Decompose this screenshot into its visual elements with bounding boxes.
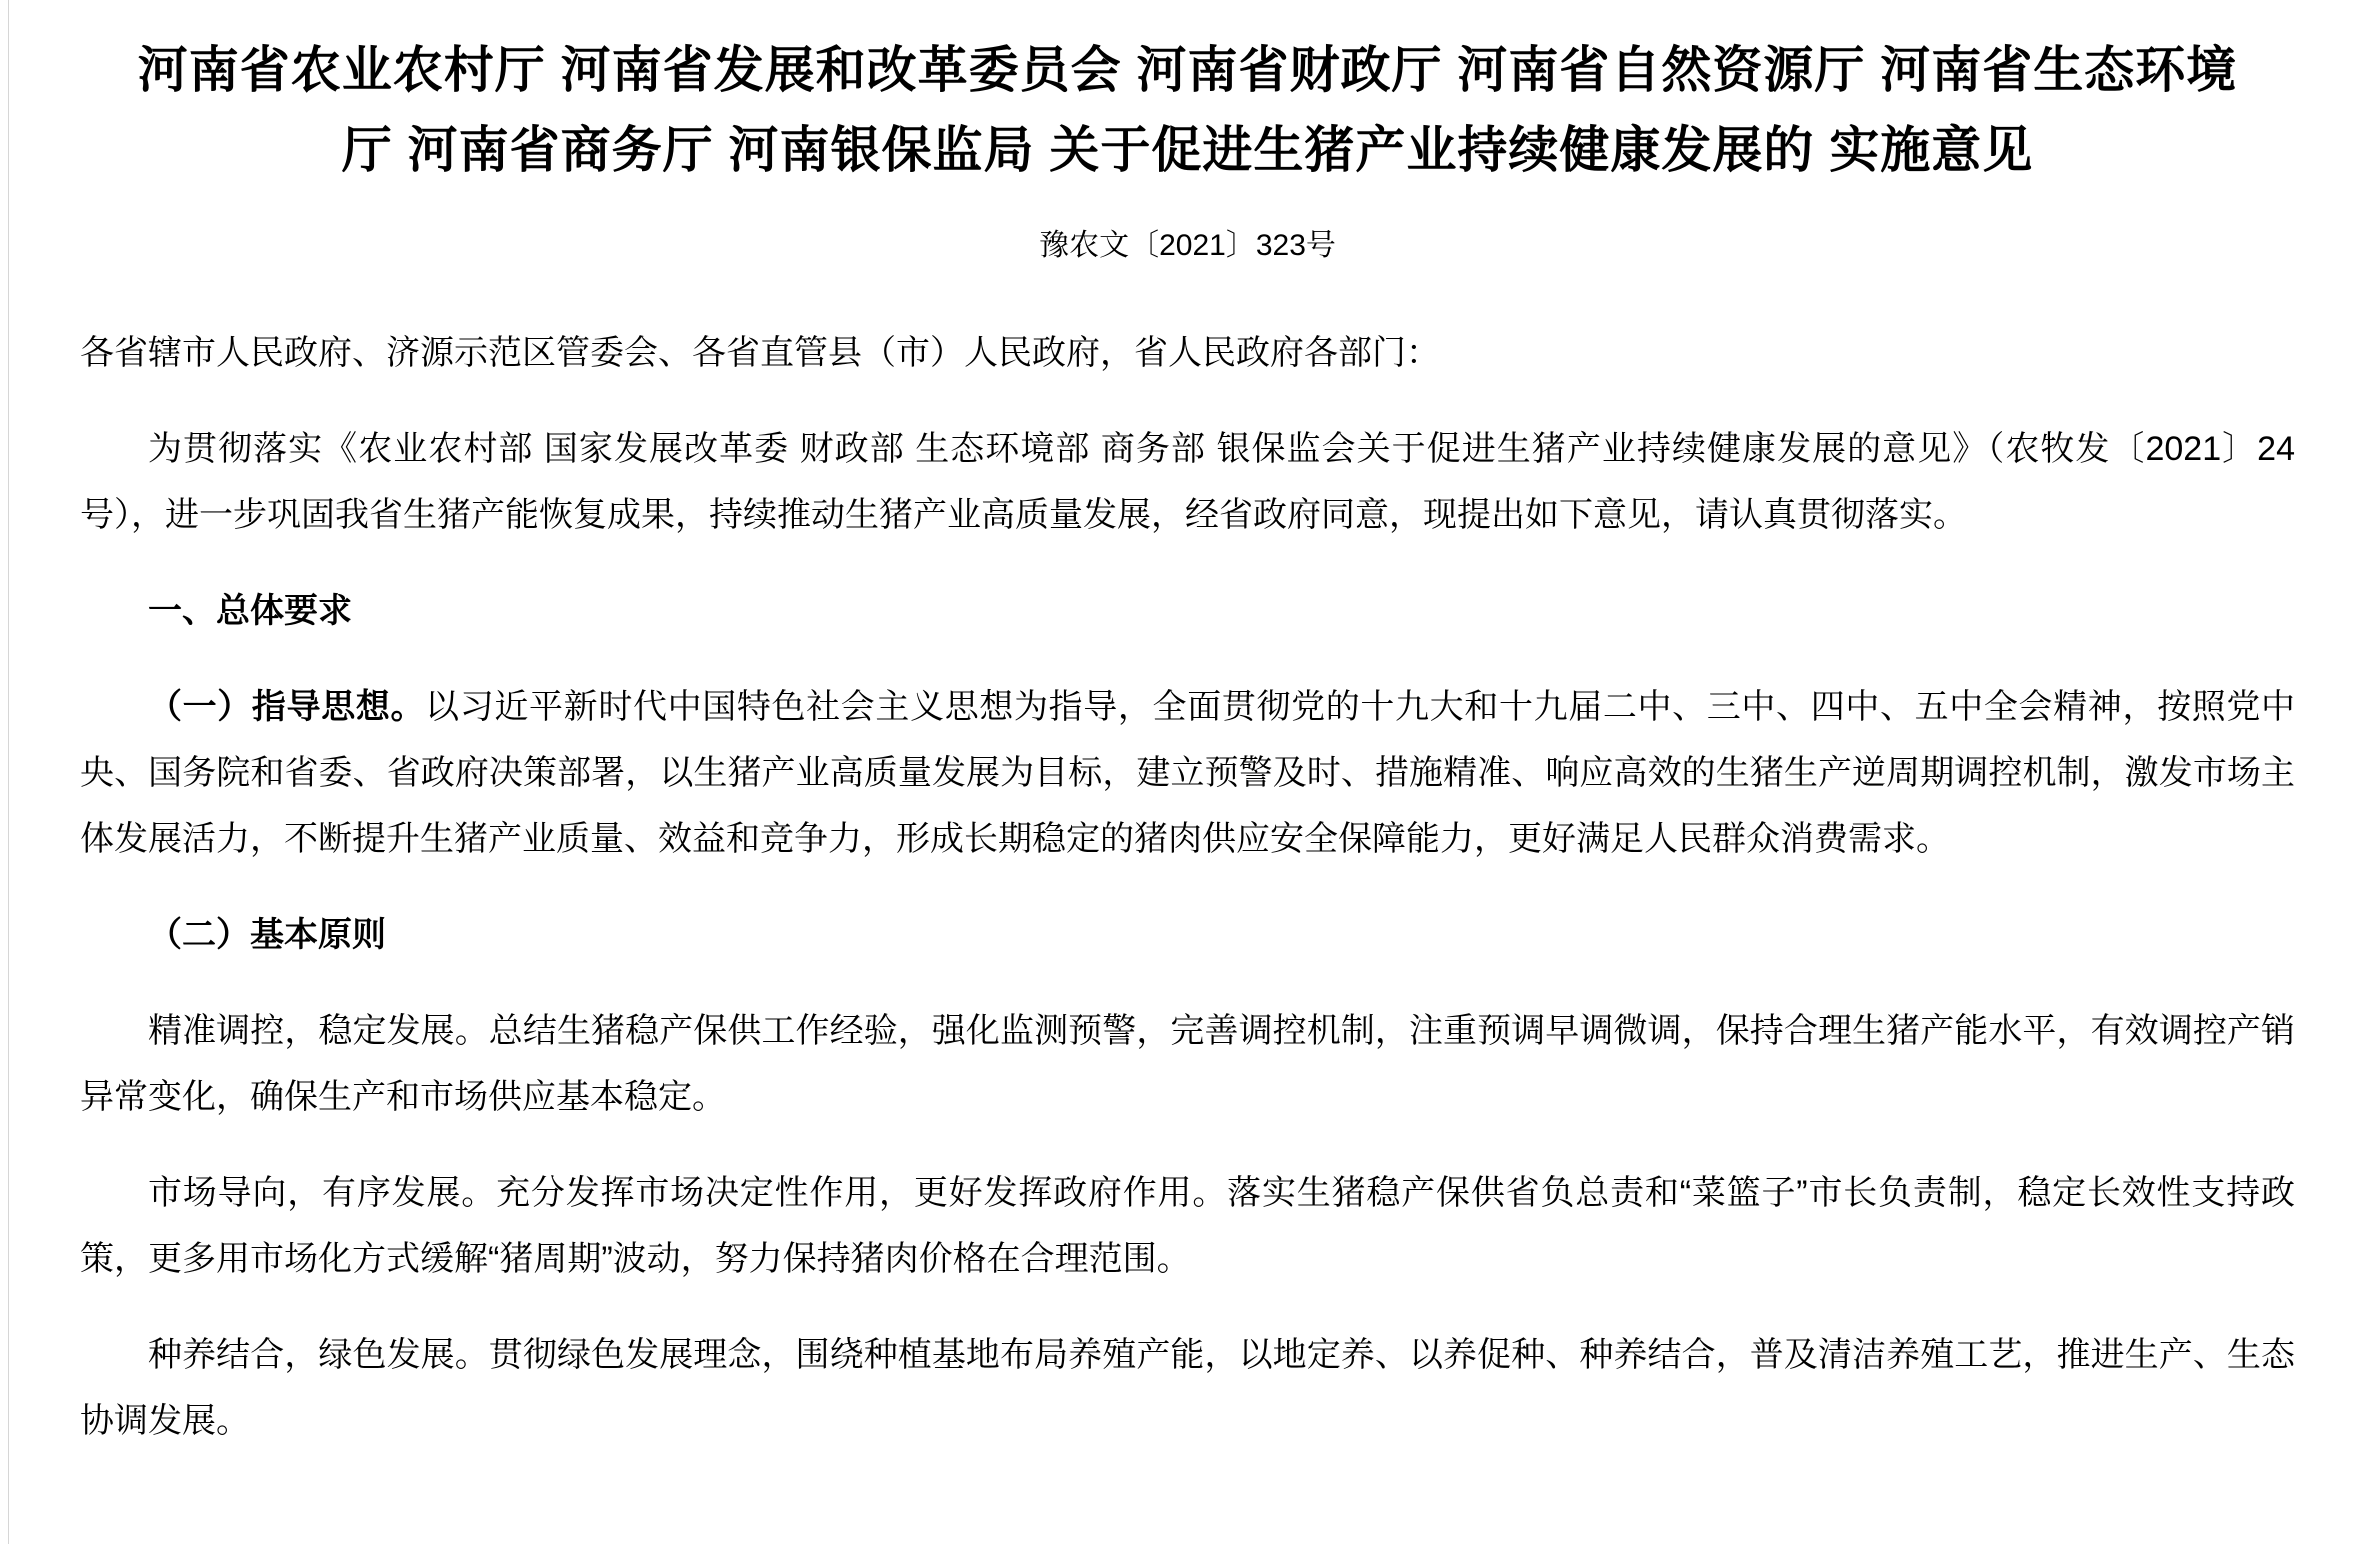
section-heading-overall-requirements: 一、总体要求 — [148, 592, 352, 630]
document-title: 河南省农业农村厅 河南省发展和改革委员会 河南省财政厅 河南省自然资源厅 河南省生态环境厅 河南省商务厅 河南银保监局 关于促进生猪产业持续健康发展的 实施意见 — [137, 42, 2238, 178]
intro-paragraph: 为贯彻落实《农业农村部 国家发展改革委 财政部 生态环境部 商务部 银保监会关于促进生猪产业持续健康发展的意见》（农牧发〔2021〕24号），进一步巩固我省生猪产能恢复成果，持续推动生猪产业高质量发展，经省政府同意，现提出如下意见，请认真贯彻落实。 — [80, 430, 2295, 534]
page-left-edge-line — [8, 0, 9, 1544]
document-number: 豫农文〔2021〕323号 — [1039, 229, 1336, 262]
principle-precise-regulation: 精准调控，稳定发展。总结生猪稳产保供工作经验，强化监测预警，完善调控机制，注重预调早调微调，保持合理生猪产能水平，有效调控产销异常变化，确保生产和市场供应基本稳定。 — [80, 1012, 2295, 1116]
section-heading-basic-principles: （二）基本原则 — [148, 916, 386, 954]
guiding-ideology-text: 以习近平新时代中国特色社会主义思想为指导，全面贯彻党的十九大和十九届二中、三中、四中、五中全会精神，按照党中央、国务院和省委、省政府决策部署，以生猪产业高质量发展为目标，建立预警及时、措施精准、响应高效的生猪生产逆周期调控机制，激发市场主体发展活力，不断提升生猪产业质量、效益和竞争力，形成长期稳定的猪肉供应安全保障能力，更好满足人民群众消费需求。 — [80, 688, 2296, 858]
principle-market-orientation: 市场导向，有序发展。充分发挥市场决定性作用，更好发挥政府作用。落实生猪稳产保供省负总责和“菜篮子”市长负责制，稳定长效性支持政策，更多用市场化方式缓解“猪周期”波动，努力保持猪肉价格在合理范围。 — [80, 1174, 2295, 1278]
guiding-ideology-paragraph — [80, 674, 2295, 872]
salutation-line: 各省辖市人民政府、济源示范区管委会、各省直管县（市）人民政府，省人民政府各部门： — [80, 334, 1440, 372]
principle-planting-breeding-combination: 种养结合，绿色发展。贯彻绿色发展理念，围绕种植基地布局养殖产能，以地定养、以养促种、种养结合，普及清洁养殖工艺，推进生产、生态协调发展。 — [80, 1336, 2295, 1440]
guiding-ideology-lead: （一）指导思想。 — [148, 688, 426, 726]
